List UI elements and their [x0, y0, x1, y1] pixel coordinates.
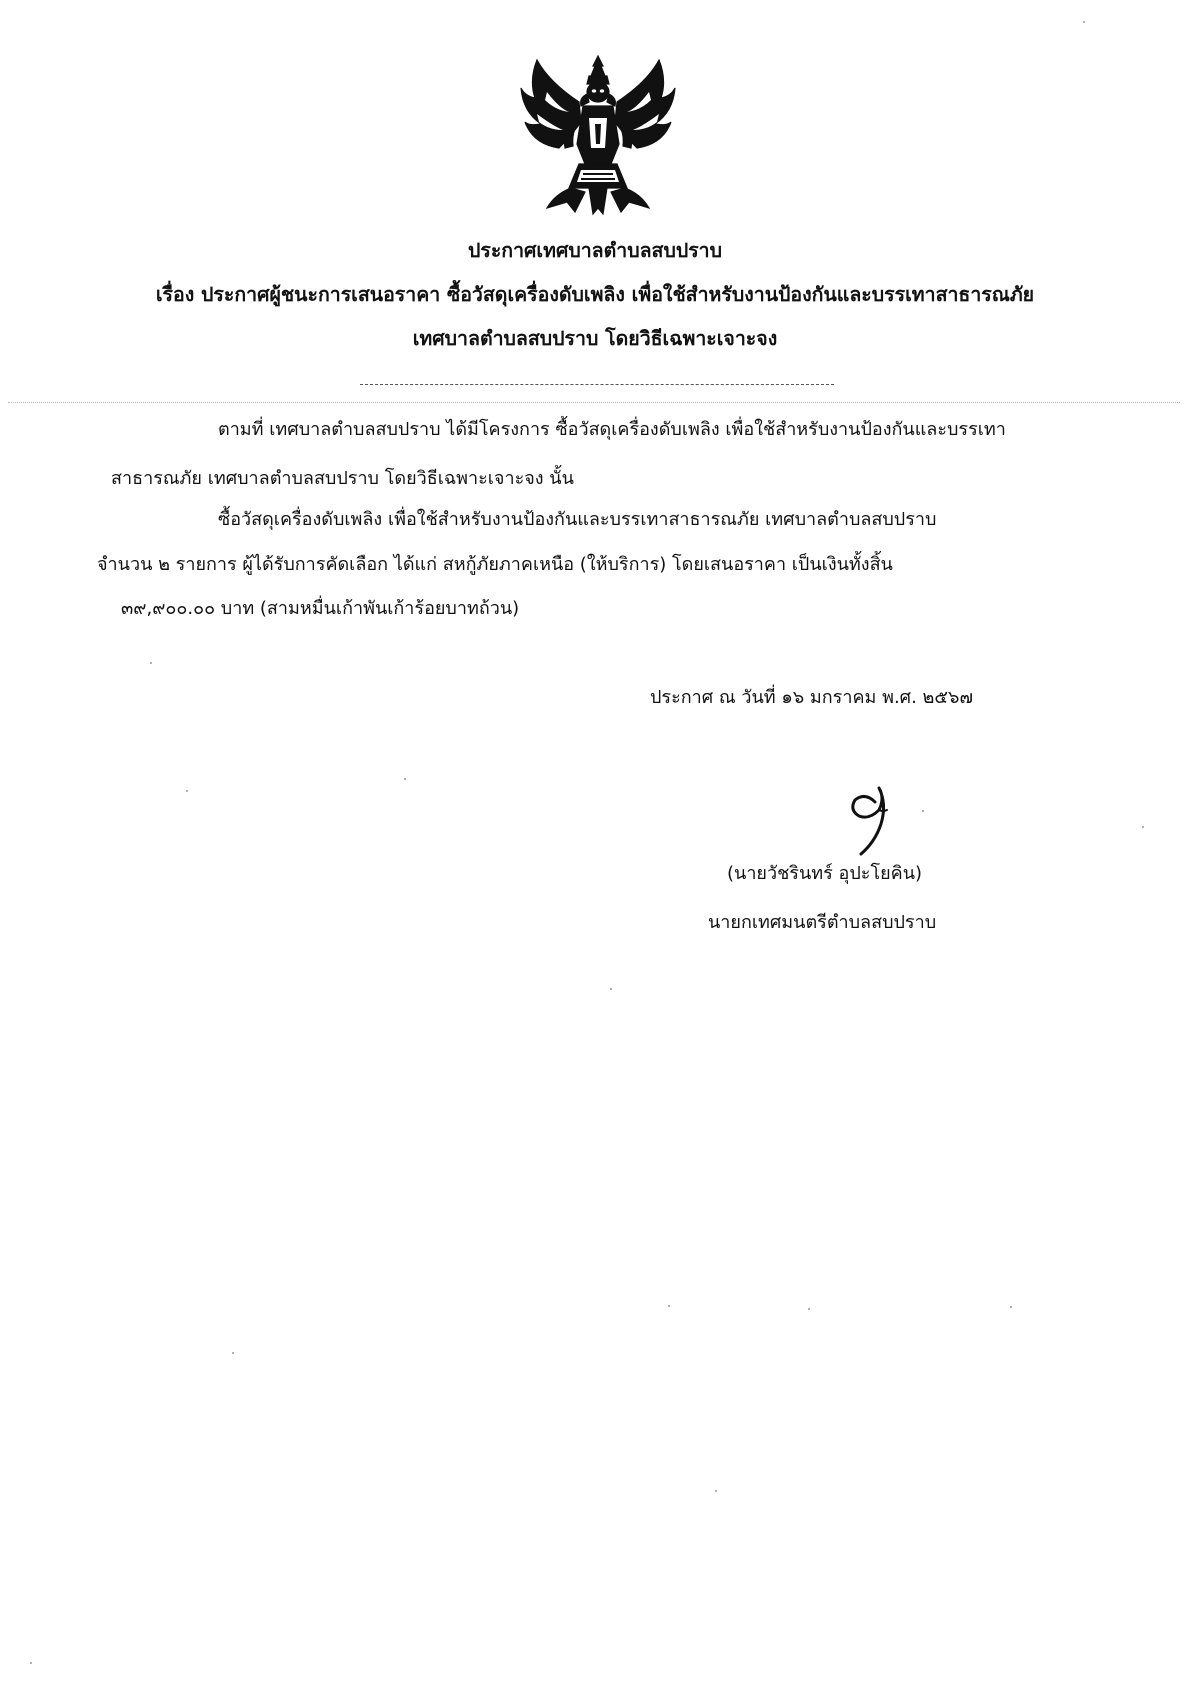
signer-name: (นายวัชรินทร์ อุปะโยคิน) — [727, 863, 923, 884]
scan-speck — [1010, 1306, 1012, 1308]
scan-speck — [404, 778, 406, 780]
scan-speck — [30, 1662, 32, 1664]
announcement-heading: ประกาศเทศบาลตำบลสบปราบ — [467, 239, 723, 262]
scan-speck — [922, 810, 924, 812]
body-paragraph-2-line-2: จำนวน ๒ รายการ ผู้ได้รับการคัดเลือก ได้แก่ สหกู้ภัยภาคเหนือ (ให้บริการ) โดยเสนอราคา เป็นเงินทั้งสิ้น — [97, 554, 893, 575]
garuda-emblem-icon — [519, 52, 677, 217]
signature-mark — [835, 780, 915, 860]
announcement-date: ประกาศ ณ วันที่ ๑๖ มกราคม พ.ศ. ๒๕๖๗ — [650, 687, 973, 708]
heading-divider — [360, 384, 834, 385]
announcement-subject-continued: เทศบาลตำบลสบปราบ โดยวิธีเฉพาะเจาะจง — [412, 327, 778, 350]
announcement-subject: เรื่อง ประกาศผู้ชนะการเสนอราคา ซื้อวัสดุเครื่องดับเพลิง เพื่อใช้สำหรับงานป้องกันและบรรเทาสาธารณภัย — [155, 283, 1035, 306]
signer-position: นายกเทศมนตรีตำบลสบปราบ — [708, 912, 937, 933]
scan-speck — [668, 1305, 670, 1307]
scan-speck — [186, 790, 188, 792]
scan-speck — [150, 662, 152, 664]
body-paragraph-2-line-1: ซื้อวัสดุเครื่องดับเพลิง เพื่อใช้สำหรับงานป้องกันและบรรเทาสาธารณภัย เทศบาลตำบลสบปราบ — [218, 509, 937, 530]
scan-speck — [715, 1490, 717, 1492]
scan-speck — [1142, 826, 1144, 828]
scan-speck — [232, 1352, 234, 1354]
scan-artifact-line — [8, 402, 1180, 403]
scan-speck — [808, 1308, 810, 1310]
scan-speck — [610, 988, 612, 990]
body-paragraph-2-line-3: ๓๙,๙๐๐.๐๐ บาท (สามหมื่นเก้าพันเก้าร้อยบาทถ้วน) — [121, 598, 520, 619]
body-paragraph-1-line-1: ตามที่ เทศบาลตำบลสบปราบ ได้มีโครงการ ซื้อวัสดุเครื่องดับเพลิง เพื่อใช้สำหรับงานป้องกันและบรรเทา — [218, 419, 1006, 440]
scan-speck — [1083, 21, 1085, 23]
body-paragraph-1-line-2: สาธารณภัย เทศบาลตำบลสบปราบ โดยวิธีเฉพาะเจาะจง นั้น — [111, 468, 574, 489]
